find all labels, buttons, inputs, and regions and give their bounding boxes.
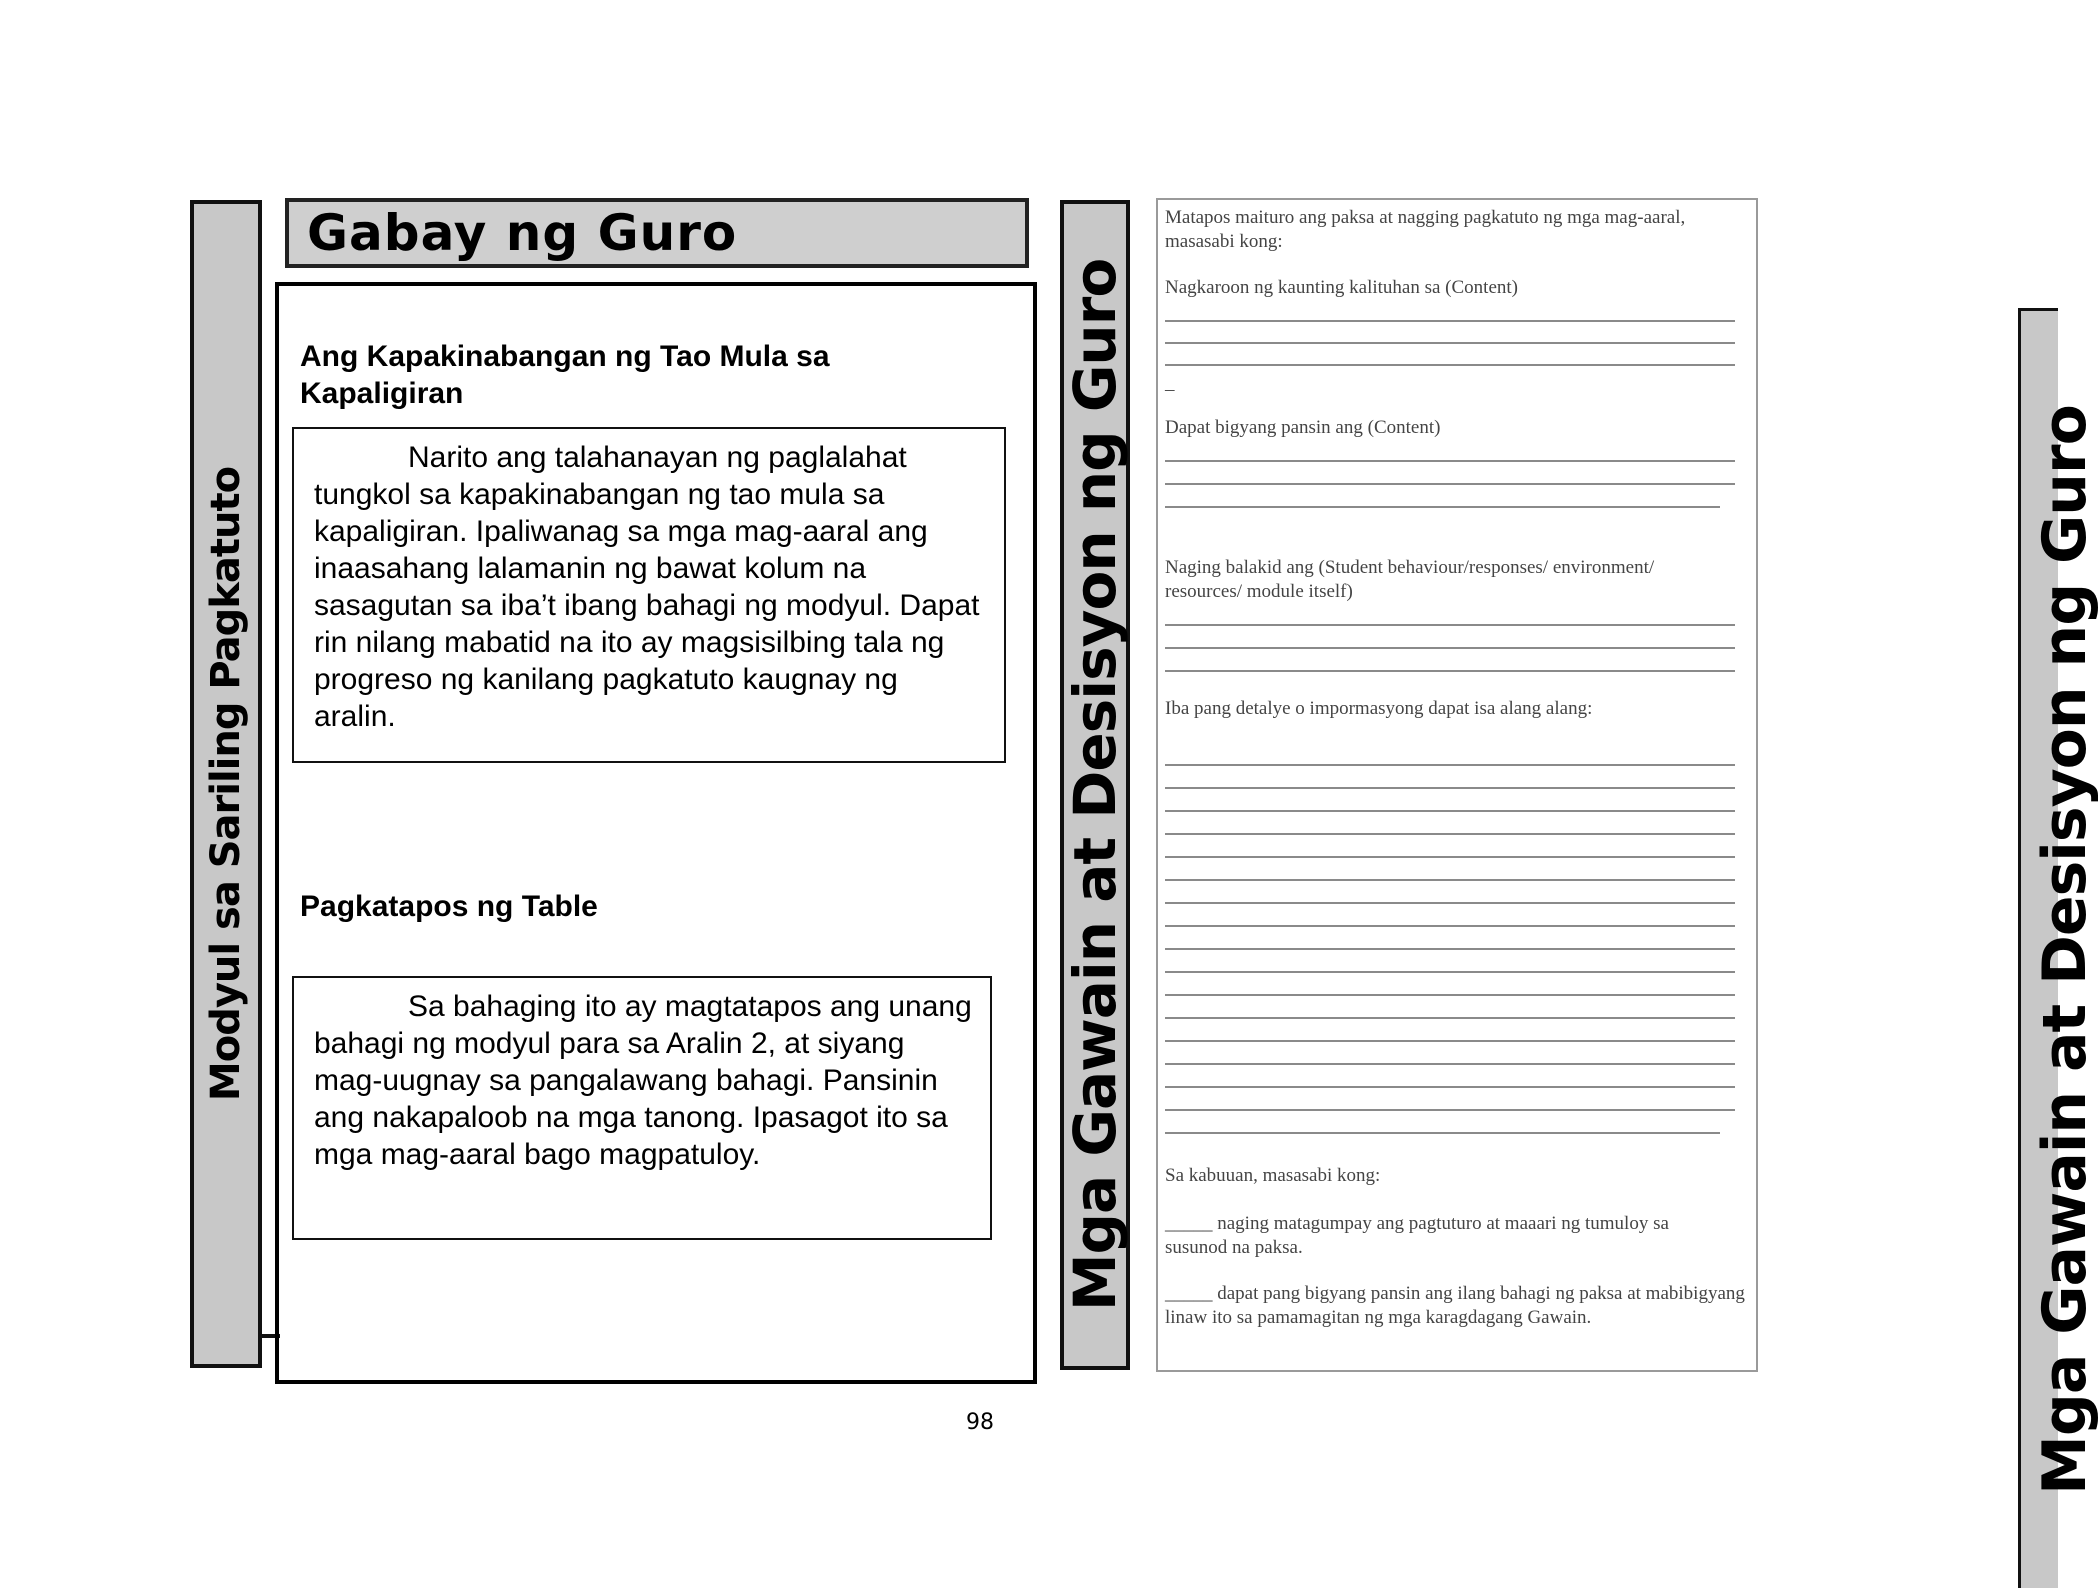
answer-line bbox=[1165, 1132, 1720, 1134]
form-option-2: _____ dapat pang bigyang pansin ang ilang bahagi ng paksa at mabibigyang linaw ito sa pamamagitan ng mga karagdagang Gawain. bbox=[1165, 1283, 1745, 1328]
answer-line bbox=[1165, 647, 1735, 649]
answer-line bbox=[1165, 670, 1735, 672]
form-intro: Matapos maituro ang paksa at nagging pagkatuto ng mga mag-aaral, masasabi kong: bbox=[1165, 207, 1686, 252]
page-title: Gabay ng Guro bbox=[285, 198, 1029, 268]
section2-heading: Pagkatapos ng Table bbox=[300, 890, 598, 923]
answer-line bbox=[1165, 948, 1735, 950]
answer-line bbox=[1165, 787, 1735, 789]
answer-line bbox=[1165, 902, 1735, 904]
section1-heading: Ang Kapakinabangan ng Tao Mula sa Kapaligiran bbox=[300, 340, 830, 410]
answer-line bbox=[1165, 1017, 1735, 1019]
answer-line bbox=[1165, 506, 1720, 508]
answer-line bbox=[1165, 971, 1735, 973]
middle-banner-text: Mga Gawain at Desisyon ng Guro bbox=[1061, 258, 1129, 1312]
answer-line bbox=[1165, 994, 1735, 996]
form-option-1: _____ naging matagumpay ang pagtuturo at maaari ng tumuloy sa susunod na paksa. bbox=[1165, 1213, 1669, 1258]
section2-body: Sa bahaging ito ay magtatapos ang unang bahagi ng modyul para sa Aralin 2, at siyang mag-uugnay sa pangalawang bahagi. Pansinin ang nakapaloob na mga tanong. Ipasagot ito sa mga mag-aaral bago magpatuloy. bbox=[314, 990, 972, 1171]
section1-textbox bbox=[292, 427, 1006, 763]
left-side-banner bbox=[190, 200, 262, 1368]
form-dash: – bbox=[1165, 379, 1175, 400]
answer-line bbox=[1165, 320, 1735, 322]
page-number: 98 bbox=[966, 1410, 994, 1435]
section2-textbox bbox=[292, 976, 992, 1240]
answer-line bbox=[1165, 483, 1735, 485]
form-question-4: Iba pang detalye o impormasyong dapat isa alang alang: bbox=[1165, 698, 1593, 719]
answer-line bbox=[1165, 624, 1735, 626]
answer-line bbox=[1165, 1040, 1735, 1042]
answer-line bbox=[1165, 342, 1735, 344]
right-banner-text: Mga Gawain at Desisyon ng Guro bbox=[2030, 404, 2100, 1495]
right-side-banner bbox=[2018, 308, 2100, 1588]
form-summary: Sa kabuuan, masasabi kong: bbox=[1165, 1165, 1381, 1186]
left-banner-text: Modyul sa Sariling Pagkatuto bbox=[203, 466, 249, 1102]
answer-line bbox=[1165, 364, 1735, 366]
answer-line bbox=[1165, 833, 1735, 835]
answer-line bbox=[1165, 810, 1735, 812]
answer-line bbox=[1165, 764, 1735, 766]
answer-line bbox=[1165, 1086, 1735, 1088]
reflection-form bbox=[1156, 198, 1758, 1372]
section1-body: Narito ang talahanayan ng paglalahat tungkol sa kapakinabangan ng tao mula sa kapaligiran. Ipaliwanag sa mga mag-aaral ang inaasahang lalamanin ng bawat kolum na sasagutan sa iba’t ibang bahagi ng modyul. Dapat rin nilang mabatid na ito ay magsisilbing tala ng progreso ng kanilang pagkatuto kaugnay ng aralin. bbox=[314, 441, 980, 733]
answer-line bbox=[1165, 879, 1735, 881]
answer-line bbox=[1165, 1063, 1735, 1065]
middle-side-banner bbox=[1060, 200, 1130, 1370]
form-question-3: Naging balakid ang (Student behaviour/responses/ environment/ resources/ module itself) bbox=[1165, 557, 1655, 602]
answer-line bbox=[1165, 1109, 1735, 1111]
form-question-1: Nagkaroon ng kaunting kalituhan sa (Content) bbox=[1165, 277, 1519, 298]
answer-line bbox=[1165, 460, 1735, 462]
answer-line bbox=[1165, 856, 1735, 858]
answer-line bbox=[1165, 925, 1735, 927]
form-question-2: Dapat bigyang pansin ang (Content) bbox=[1165, 417, 1441, 438]
